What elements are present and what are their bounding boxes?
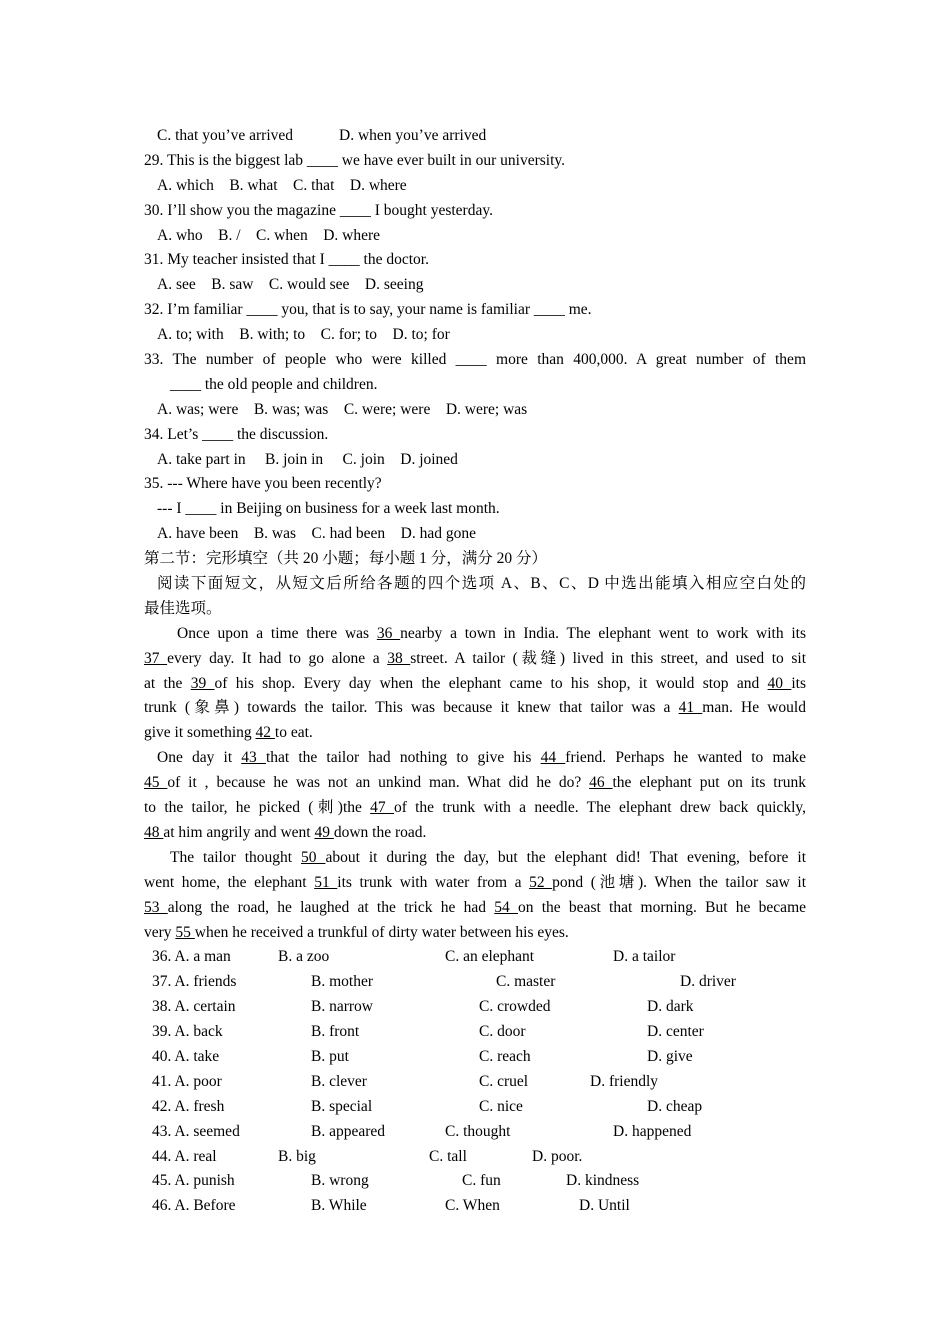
q28-options — [144, 124, 806, 149]
blank-53: 53 — [144, 898, 168, 916]
options-row-38: 38. A. certain B. narrow C. crowded D. dark — [152, 998, 694, 1016]
q31-options: A. see B. saw C. would see D. seeing — [157, 276, 424, 294]
blank-49: 49 — [314, 823, 334, 841]
blank-55: 55 — [175, 923, 195, 941]
passage-line: at the 39 of his shop. Every day when the elephant came to his shop, it would stop and 40 its — [144, 674, 807, 692]
exam-page — [144, 124, 806, 1219]
passage-line: went home, the elephant 51 its trunk with water from a 52 pond (池塘). When the tailor saw it — [144, 873, 806, 891]
blank-48: 48 — [144, 823, 164, 841]
blank-45: 45 — [144, 774, 168, 792]
passage-line: One day it 43 that the tailor had nothing to give his 44 friend. Perhaps he wanted to make — [157, 749, 807, 767]
blank-52: 52 — [529, 873, 553, 891]
blank-38: 38 — [387, 649, 411, 667]
options-row-45: 45. A. punish B. wrong C. fun D. kindness — [152, 1172, 640, 1190]
blank-39: 39 — [190, 674, 215, 692]
passage-line: 45 of it , because he was not an unkind man. What did he do? 46 the elephant put on its trunk — [144, 774, 807, 792]
blank-54: 54 — [494, 898, 518, 916]
options-row-42: 42. A. fresh B. special C. nice D. cheap — [152, 1097, 703, 1115]
options-row-36: 36. A. a man B. a zoo C. an elephant D. a tailor — [152, 948, 676, 966]
blank-51: 51 — [314, 873, 338, 891]
q33-stem: 33. The number of people who were killed ____ more than 400,000. A great number of them — [144, 351, 806, 369]
q32-stem: 32. I’m familiar ____ you, that is to say, your name is familiar ____ me. — [144, 301, 592, 319]
blank-50: 50 — [301, 848, 326, 866]
blank-41: 41 — [678, 699, 703, 717]
options-row-41: 41. A. poor B. clever C. cruel D. friendly — [152, 1072, 659, 1090]
q33-options: A. was; were B. was; was C. were; were D. were; was — [157, 400, 528, 418]
passage-line: 37 every day. It had to go alone a 38 street. A tailor (裁缝) lived in this street, and used to sit — [144, 649, 806, 667]
passage-line: trunk (象鼻) towards the tailor. This was because it knew that tailor was a 41 man. He would — [144, 699, 806, 717]
q35-stem: 35. --- Where have you been recently? — [144, 475, 382, 493]
option-d: D. when you’ve arrived — [339, 127, 487, 144]
q34-stem: 34. Let’s ____ the discussion. — [144, 425, 329, 443]
blank-47: 47 — [370, 799, 394, 817]
q32-options: A. to; with B. with; to C. for; to D. to; for — [157, 326, 450, 344]
options-row-46: 46. A. Before B. While C. When D. Until — [152, 1197, 630, 1215]
passage-line: very 55 when he received a trunkful of dirty water between his eyes. — [144, 923, 569, 941]
blank-40: 40 — [767, 674, 792, 692]
passage-line: give it something 42 to eat. — [144, 724, 313, 742]
options-row-39: 39. A. back B. front C. door D. center — [152, 1023, 704, 1041]
section-instructions-cont: 最佳选项。 — [144, 599, 222, 617]
passage-line: The tailor thought 50 about it during the day, but the elephant did! That evening, before it — [170, 848, 806, 866]
passage-line: 48 at him angrily and went 49 down the road. — [144, 823, 427, 841]
q30-stem: 30. I’ll show you the magazine ____ I bought yesterday. — [144, 201, 493, 219]
q29-options: A. which B. what C. that D. where — [157, 176, 407, 194]
blank-46: 46 — [589, 774, 613, 792]
options-row-43: 43. A. seemed B. appeared C. thought D. happened — [152, 1122, 692, 1140]
blank-43: 43 — [241, 749, 266, 767]
section-title: 第二节：完形填空（共 20 小题；每小题 1 分，满分 20 分） — [144, 550, 548, 568]
passage-line: Once upon a time there was 36 nearby a town in India. The elephant went to work with its — [177, 624, 806, 642]
options-row-44: 44. A. real B. big C. tall D. poor. — [152, 1147, 583, 1165]
blank-37: 37 — [144, 649, 168, 667]
passage-line: to the tailor, he picked (刺)the 47 of the trunk with a needle. The elephant drew back quickly, — [144, 799, 806, 817]
q34-options: A. take part in B. join in C. join D. joined — [157, 450, 458, 468]
blank-36: 36 — [376, 624, 401, 642]
q30-options: A. who B. / C. when D. where — [157, 226, 381, 244]
passage-line: 53 along the road, he laughed at the trick he had 54 on the beast that morning. But he became — [144, 898, 807, 916]
section-instructions: 阅读下面短文，从短文后所给各题的四个选项 A、B、C、D 中选出能填入相应空白处的 — [157, 575, 806, 593]
options-row-37: 37. A. friends B. mother C. master D. driver — [152, 973, 736, 991]
blank-42: 42 — [255, 724, 275, 742]
q35-reply: --- I ____ in Beijing on business for a week last month. — [157, 500, 500, 518]
option-c: C. that you’ve arrived — [157, 127, 294, 144]
options-row-40: 40. A. take B. put C. reach D. give — [152, 1047, 693, 1065]
q33-stem-cont: ____ the old people and children. — [170, 375, 378, 393]
q31-stem: 31. My teacher insisted that I ____ the doctor. — [144, 251, 429, 269]
blank-44: 44 — [540, 749, 566, 767]
q35-options: A. have been B. was C. had been D. had gone — [157, 525, 476, 543]
q29-stem: 29. This is the biggest lab ____ we have ever built in our university. — [144, 151, 566, 169]
